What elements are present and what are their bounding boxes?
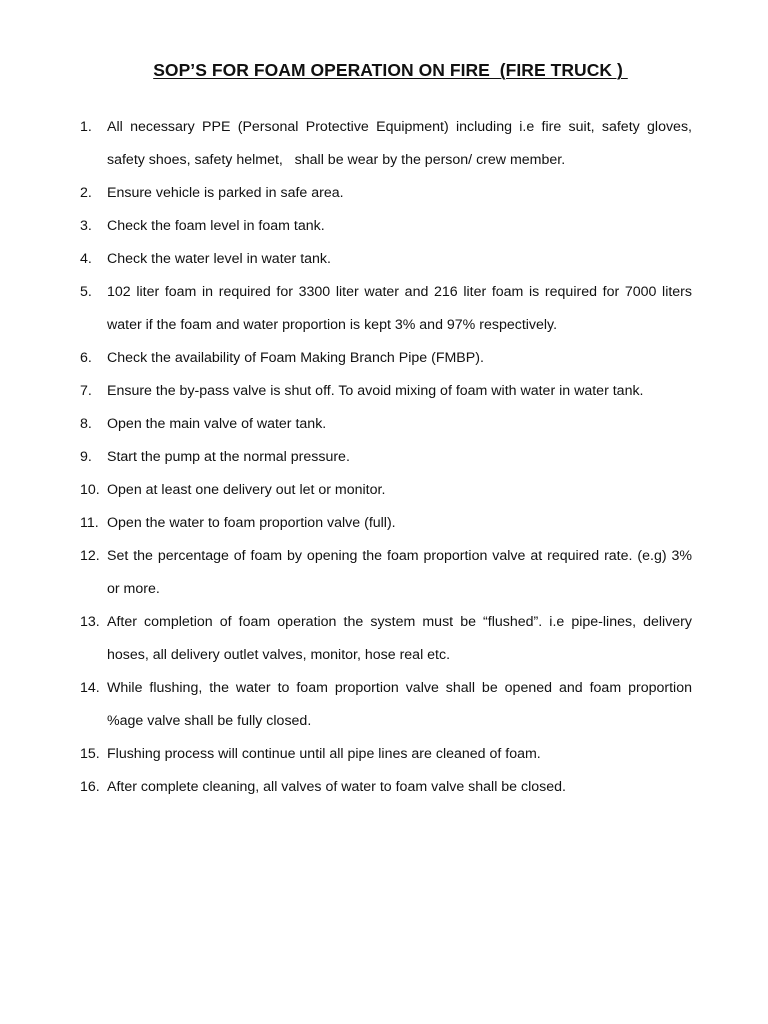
list-item (80, 111, 696, 177)
list-item (80, 177, 692, 210)
list-item-text: Open the main valve of water tank. (107, 416, 327, 432)
list-item (80, 441, 692, 474)
list-item (80, 771, 692, 804)
list-item-number: 16. (80, 779, 100, 795)
list-item-text: While flushing, the water to foam proportion valve shall be opened and foam proportion %age valve shall be fully closed. (107, 680, 696, 729)
list-item (80, 672, 696, 738)
list-item-number: 6. (80, 350, 92, 366)
list-item (80, 375, 692, 408)
list-item (80, 738, 692, 771)
list-item-number: 15. (80, 746, 100, 762)
list-item-number: 4. (80, 251, 92, 267)
list-item-text: Open the water to foam proportion valve (full). (107, 515, 396, 531)
list-item-text: Open at least one delivery out let or monitor. (107, 482, 386, 498)
list-item-text: Check the water level in water tank. (107, 251, 331, 267)
list-item-number: 11. (80, 515, 99, 531)
list-item (80, 606, 696, 672)
list-item (80, 243, 692, 276)
list-item-text: After completion of foam operation the system must be “flushed”. i.e pipe-lines, delivery hoses, all delivery outlet valves, monitor, hose real etc. (107, 614, 696, 663)
list-item-text: After complete cleaning, all valves of water to foam valve shall be closed. (107, 779, 566, 795)
list-item-number: 9. (80, 449, 92, 465)
list-item-number: 3. (80, 218, 92, 234)
list-item-number: 7. (80, 383, 92, 399)
list-item-text: Check the foam level in foam tank. (107, 218, 325, 234)
list-item (80, 540, 696, 606)
list-item-text: 102 liter foam in required for 3300 liter water and 216 liter foam is required for 7000 liters water if the foam and water proportion is kept 3% and 97% respectively. (107, 284, 696, 333)
list-item (80, 408, 692, 441)
list-item-number: 13. (80, 614, 100, 630)
list-item (80, 210, 692, 243)
list-item (80, 276, 696, 342)
list-item-number: 14. (80, 680, 100, 696)
list-item-text: All necessary PPE (Personal Protective Equipment) including i.e fire suit, safety gloves, safety shoes, safety helmet, shall be wear by the person/ crew member. (107, 119, 696, 168)
procedure-list (80, 111, 696, 804)
list-item (80, 474, 692, 507)
list-item-text: Ensure the by-pass valve is shut off. To avoid mixing of foam with water in water tank. (107, 383, 644, 399)
list-item-number: 10. (80, 482, 100, 498)
list-item-text: Set the percentage of foam by opening the foam proportion valve at required rate. (e.g) 3% or more. (107, 548, 696, 597)
list-item-text: Start the pump at the normal pressure. (107, 449, 350, 465)
list-item (80, 342, 692, 375)
list-item-number: 5. (80, 284, 92, 300)
list-item-text: Check the availability of Foam Making Branch Pipe (FMBP). (107, 350, 484, 366)
list-item-number: 8. (80, 416, 92, 432)
list-item-number: 12. (80, 548, 100, 564)
list-item-text: Ensure vehicle is parked in safe area. (107, 185, 344, 201)
list-item-number: 2. (80, 185, 92, 201)
list-item-text: Flushing process will continue until all pipe lines are cleaned of foam. (107, 746, 541, 762)
list-item (80, 507, 692, 540)
list-item-number: 1. (80, 119, 92, 135)
page-title: SOP’S FOR FOAM OPERATION ON FIRE (FIRE TRUCK ) (153, 60, 628, 80)
